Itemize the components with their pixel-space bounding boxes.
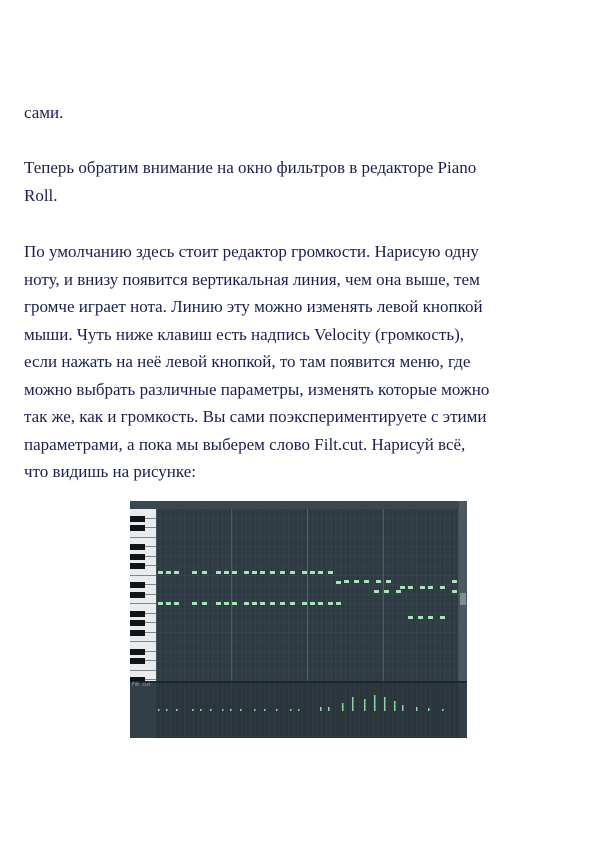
note [252, 602, 257, 605]
note [310, 602, 315, 605]
text-line: громче играет нота. Линию эту можно изменять левой кнопкой [24, 297, 483, 316]
note [224, 571, 229, 574]
black-key [130, 649, 145, 655]
note [336, 581, 341, 584]
filter-lane [130, 681, 467, 738]
black-key [130, 563, 145, 569]
filter-level-bar [200, 709, 202, 711]
note [440, 616, 445, 619]
note [192, 571, 197, 574]
note [428, 616, 433, 619]
filter-level-bar [222, 709, 224, 711]
filter-level-bar [328, 707, 330, 711]
text-line: Теперь обратим внимание на окно фильтров в редакторе Piano [24, 158, 477, 177]
filter-level-bar [166, 709, 168, 711]
piano-keyboard [130, 509, 156, 681]
filter-level-bar [352, 697, 354, 711]
filter-level-bar [442, 709, 444, 711]
note [202, 602, 207, 605]
note [252, 571, 257, 574]
paragraph-3 [24, 238, 574, 486]
note [336, 602, 341, 605]
text-line: По умолчанию здесь стоит редактор громкости. Нарисую одну [24, 242, 479, 261]
filter-lane-svg [130, 683, 467, 738]
filter-level-bar [394, 701, 396, 711]
note [166, 571, 171, 574]
note [158, 571, 163, 574]
filter-level-bar [254, 709, 256, 711]
filter-level-bar [374, 695, 376, 711]
filter-level-bar [240, 709, 242, 711]
text-line: Roll. [24, 185, 58, 205]
black-key [130, 582, 145, 588]
note [244, 571, 249, 574]
paragraph-2 [24, 154, 574, 209]
black-key [130, 516, 145, 522]
black-key [130, 554, 145, 560]
note [192, 602, 197, 605]
filter-level-bar [158, 709, 160, 711]
text-line: так же, как и громкость. Вы сами поэкспериментируете с этими [24, 407, 487, 426]
filter-lane-label: Filt. cut [132, 682, 151, 688]
filter-level-bar [402, 705, 404, 711]
note [428, 586, 433, 589]
black-key [130, 658, 145, 664]
note [452, 580, 457, 583]
note [260, 571, 265, 574]
black-key [130, 620, 145, 626]
note [384, 590, 389, 593]
note [396, 590, 401, 593]
note [158, 602, 163, 605]
black-key [130, 592, 145, 598]
note [418, 616, 423, 619]
note [270, 602, 275, 605]
black-key [130, 525, 145, 531]
note-grid [156, 509, 459, 681]
note [270, 571, 275, 574]
filter-level-bar [230, 709, 232, 711]
note [244, 602, 249, 605]
filter-level-bar [384, 697, 386, 711]
piano-roll-timeline-bar [130, 501, 467, 509]
note [420, 586, 425, 589]
note [174, 602, 179, 605]
note [232, 602, 237, 605]
filter-level-bar [364, 699, 366, 711]
note [216, 602, 221, 605]
text-line: ноту, и внизу появится вертикальная линия, чем она выше, тем [24, 269, 480, 289]
note [302, 602, 307, 605]
filter-level-bar [342, 703, 344, 711]
filter-level-bar [192, 709, 194, 711]
note [440, 586, 445, 589]
piano-roll-screenshot [130, 501, 467, 738]
filter-level-bar [210, 709, 212, 711]
filter-level-bar [176, 709, 178, 711]
note [376, 580, 381, 583]
note [452, 590, 457, 593]
note [344, 580, 349, 583]
note [280, 571, 285, 574]
filter-level-bar [290, 709, 292, 711]
note [318, 571, 323, 574]
note [386, 580, 391, 583]
note [408, 586, 413, 589]
filter-level-bar [276, 709, 278, 711]
text-line: сами. [24, 103, 64, 122]
note [374, 590, 379, 593]
note [364, 580, 369, 583]
note [354, 580, 359, 583]
note [310, 571, 315, 574]
note [290, 571, 295, 574]
note-grid-svg [156, 509, 459, 681]
note [166, 602, 171, 605]
text-line: если нажать на неё левой кнопкой, то там появится меню, где [24, 352, 471, 371]
text-line: что видишь на рисунке: [24, 462, 196, 481]
filter-level-bar [298, 709, 300, 711]
note [318, 602, 323, 605]
note [216, 571, 221, 574]
note [260, 602, 265, 605]
note [328, 602, 333, 605]
text-line: мыши. Чуть ниже клавиш есть надпись Velocity (громкость), [24, 324, 465, 344]
note [290, 602, 295, 605]
note [202, 571, 207, 574]
filter-level-bar [428, 708, 430, 711]
black-key [130, 630, 145, 636]
scrollbar-thumb [460, 593, 466, 605]
note [224, 602, 229, 605]
text-line: можно выбрать различные параметры, изменять которые можно [24, 379, 490, 399]
text-line: параметрами, а пока мы выберем слово Filt.cut. Нарисуй всё, [24, 434, 466, 454]
filter-level-bar [320, 707, 322, 711]
note [232, 571, 237, 574]
paragraph-1 [24, 99, 574, 127]
note [302, 571, 307, 574]
note [328, 571, 333, 574]
black-key [130, 611, 145, 617]
note [400, 586, 405, 589]
note [174, 571, 179, 574]
note [280, 602, 285, 605]
note [408, 616, 413, 619]
filter-level-bar [264, 709, 266, 711]
filter-level-bar [416, 707, 418, 711]
black-key [130, 544, 145, 550]
